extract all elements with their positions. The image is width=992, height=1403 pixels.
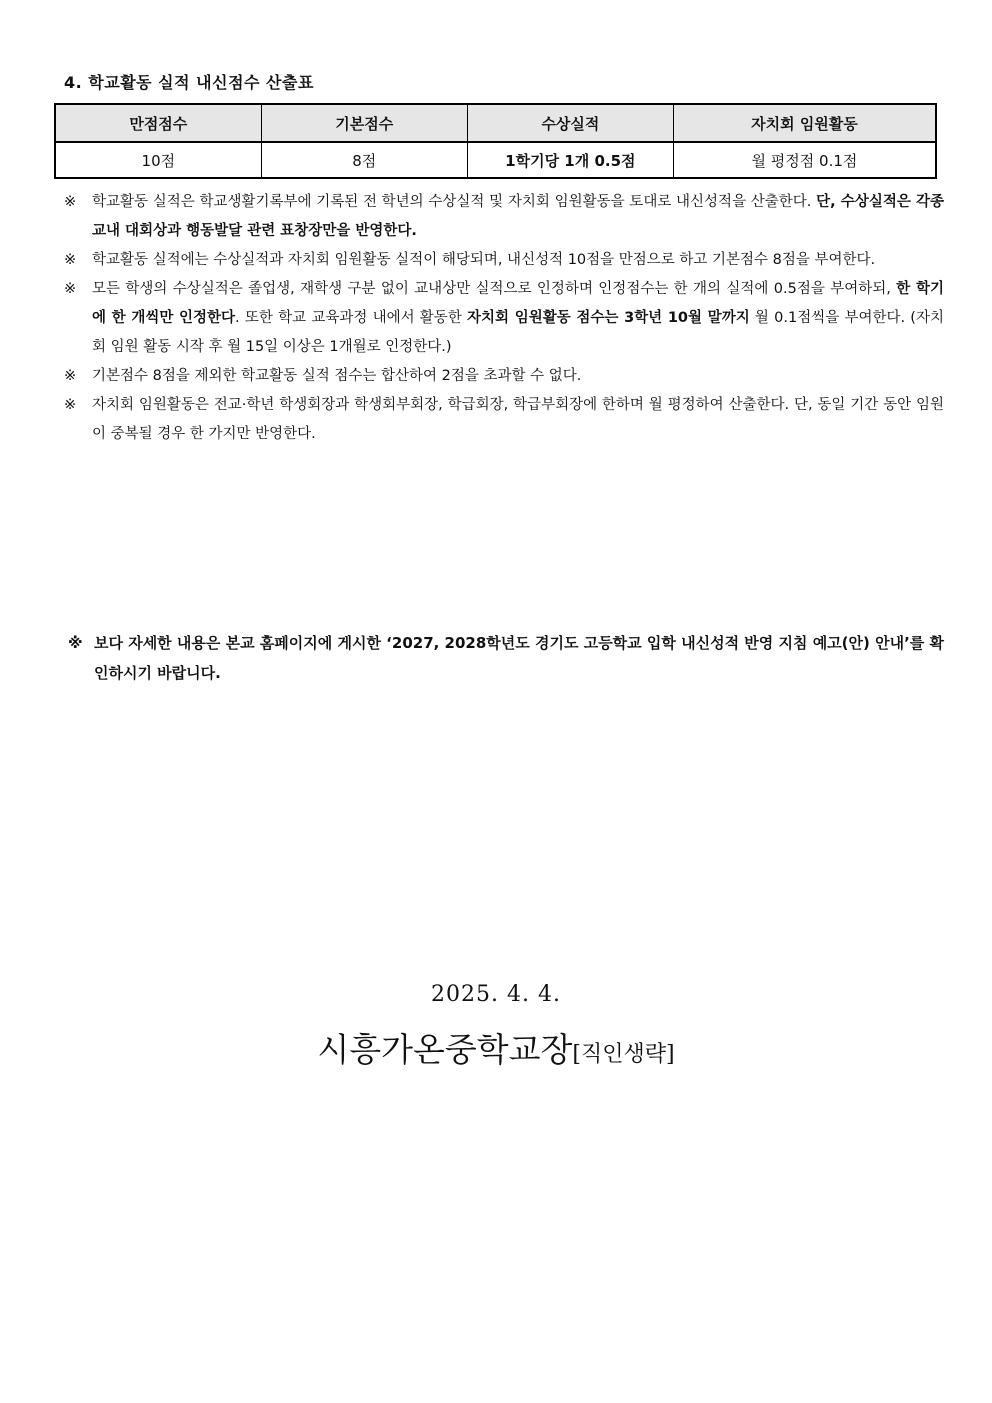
document-date: 2025. 4. 4. (431, 982, 561, 1007)
note-text-bold: 단, 수상실적은 각종 교내 대회상과 행동발달 관련 표창장만을 반영한다. (92, 194, 944, 239)
note-mark: ※ (64, 281, 77, 297)
table-row (55, 142, 936, 178)
cell-max-score: 10점 (55, 142, 261, 178)
notice-text: 보다 자세한 내용은 본교 홈페이지에 게시한 ‘2027, 2028학년도 경기도 고등학교 입학 내신성적 반영 지침 예고(안) 안내’를 확인하시기 바랍니다. (94, 634, 944, 682)
note-mark: ※ (64, 252, 77, 268)
note-mark: ※ (64, 368, 77, 384)
note-item (64, 188, 944, 246)
signer-block (0, 1024, 992, 1071)
section-title: 4. 학교활동 실적 내신점수 산출표 (64, 73, 314, 92)
notice-mark: ※ (68, 634, 83, 652)
note-item (64, 246, 944, 275)
header-awards: 수상실적 (467, 104, 673, 142)
homepage-notice (68, 628, 944, 688)
cell-awards: 1학기당 1개 0.5점 (467, 142, 673, 178)
note-text-bold: 한 학기에 한 개씩만 인정한다 (92, 281, 944, 326)
note-mark: ※ (64, 397, 77, 413)
notes-list (64, 188, 944, 449)
cell-base-score: 8점 (261, 142, 467, 178)
note-text: . 또한 학교 교육과정 내에서 활동한 (235, 310, 468, 326)
note-item (64, 362, 944, 391)
cell-council-activity: 월 평정점 0.1점 (673, 142, 936, 178)
signer-name: 시흥가온중학교장 (317, 1030, 573, 1069)
seal-omitted-note: [직인생략] (572, 1042, 675, 1067)
table-header-row (55, 104, 936, 142)
note-text: 자치회 임원활동은 전교·학년 학생회장과 학생회부회장, 학급회장, 학급부회장에 한하며 월 평정하여 산출한다. 단, 동일 기간 동안 임원이 중복될 경우 한 가지만 반영한다. (92, 397, 944, 442)
note-text: 월 0.1점씩을 부여한다. (자치회 임원 활동 시작 후 월 15일 이상은 1개월로 인정한다.) (92, 310, 944, 355)
note-item (64, 275, 944, 362)
note-text: 모든 학생의 수상실적은 졸업생, 재학생 구분 없이 교내상만 실적으로 인정하며 인정점수는 한 개의 실적에 0.5점을 부여하되, (92, 281, 897, 297)
note-text: 학교활동 실적은 학교생활기록부에 기록된 전 학년의 수상실적 및 자치회 임원활동을 토대로 내신성적을 산출한다. (92, 194, 817, 210)
header-max-score: 만점점수 (55, 104, 261, 142)
note-text: 기본점수 8점을 제외한 학교활동 실적 점수는 합산하여 2점을 초과할 수 없다. (92, 368, 582, 384)
header-base-score: 기본점수 (261, 104, 467, 142)
note-text: 학교활동 실적에는 수상실적과 자치회 임원활동 실적이 해당되며, 내신성적 10점을 만점으로 하고 기본점수 8점을 부여한다. (92, 252, 876, 268)
note-mark: ※ (64, 194, 77, 210)
note-text-bold: 자치회 임원활동 점수는 3학년 10월 말까지 (467, 310, 750, 326)
note-item (64, 391, 944, 449)
notice-item (68, 628, 944, 688)
score-table (54, 103, 937, 179)
header-council-activity: 자치회 임원활동 (673, 104, 936, 142)
